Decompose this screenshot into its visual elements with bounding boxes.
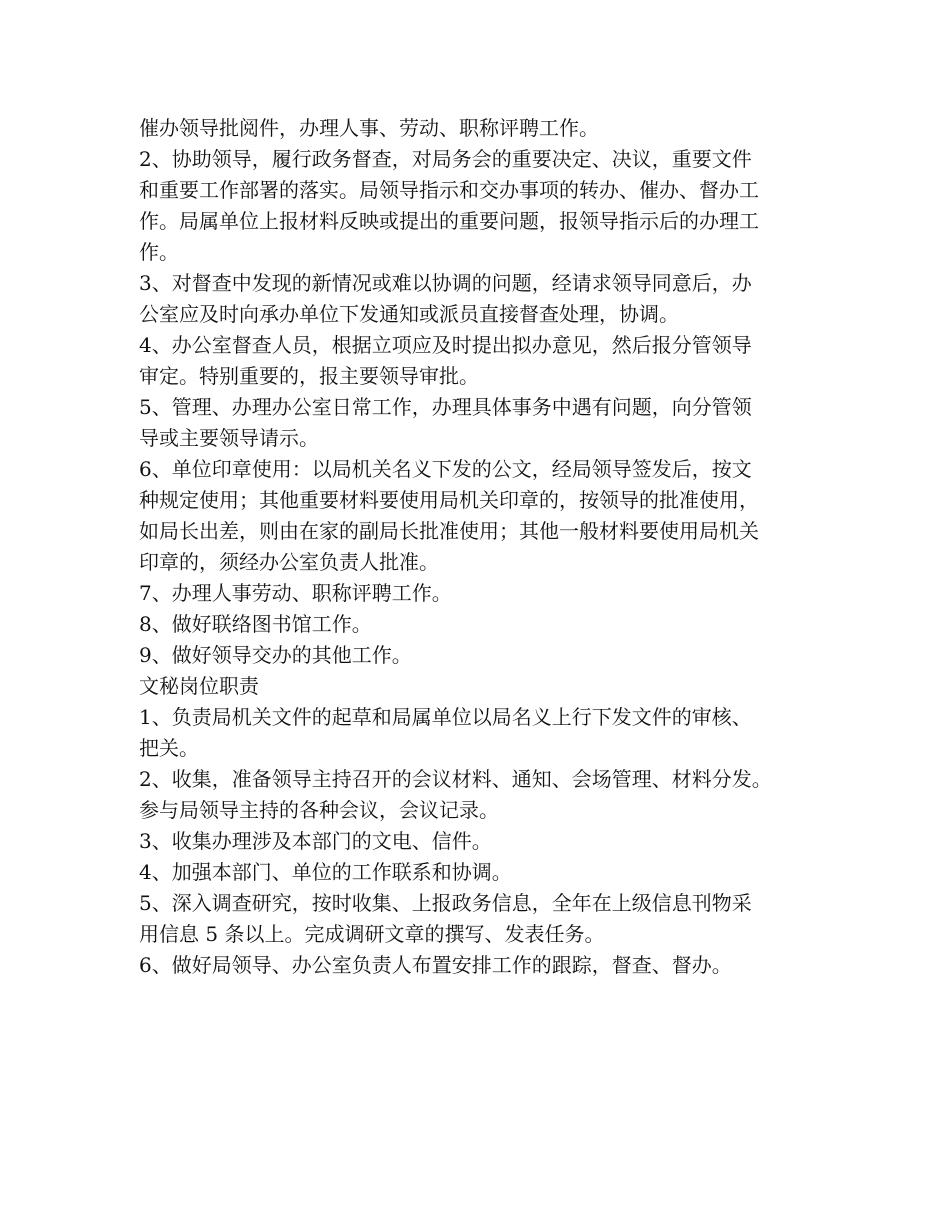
text-line: 作。局属单位上报材料反映或提出的重要问题，报领导指示后的办理工 — [139, 209, 759, 233]
text-line: 种规定使用；其他重要材料要使用局机关印章的，按领导的批准使用， — [139, 488, 759, 512]
text-line: 5、深入调查研究，按时收集、上报政务信息，全年在上级信息刊物采 — [139, 891, 752, 915]
text-line: 1、负责局机关文件的起草和局属单位以局名义上行下发文件的审核、 — [139, 705, 752, 729]
text-line: 3、对督查中发现的新情况或难以协调的问题，经请求领导同意后，办 — [139, 271, 752, 295]
text-line: 6、单位印章使用：以局机关名义下发的公文，经局领导签发后，按文 — [139, 457, 752, 481]
text-line: 催办领导批阅件，办理人事、劳动、职称评聘工作。 — [139, 116, 599, 140]
text-line: 用信息 5 条以上。完成调研文章的撰写、发表任务。 — [139, 922, 605, 946]
text-line: 4、办公室督查人员，根据立项应及时提出拟办意见，然后报分管领导 — [139, 333, 752, 357]
text-line: 4、加强本部门、单位的工作联系和协调。 — [139, 860, 512, 884]
text-line: 如局长出差，则由在家的副局长批准使用；其他一般材料要使用局机关 — [139, 519, 759, 543]
text-line: 6、做好局领导、办公室负责人布置安排工作的跟踪，督查、督办。 — [139, 953, 732, 977]
text-line: 8、做好联络图书馆工作。 — [139, 612, 372, 636]
text-line: 参与局领导主持的各种会议，会议记录。 — [139, 798, 499, 822]
section-heading: 文秘岗位职责 — [139, 674, 259, 698]
text-line: 把关。 — [139, 736, 199, 760]
text-line: 9、做好领导交办的其他工作。 — [139, 643, 412, 667]
text-line: 2、收集，准备领导主持召开的会议材料、通知、会场管理、材料分发。 — [139, 767, 772, 791]
text-line: 3、收集办理涉及本部门的文电、信件。 — [139, 829, 492, 853]
text-line: 导或主要领导请示。 — [139, 426, 319, 450]
text-line: 印章的，须经办公室负责人批准。 — [139, 550, 439, 574]
text-line: 2、协助领导，履行政务督查，对局务会的重要决定、决议，重要文件 — [139, 147, 752, 171]
text-line: 5、管理、办理办公室日常工作，办理具体事务中遇有问题，向分管领 — [139, 395, 752, 419]
text-line: 作。 — [139, 240, 179, 264]
text-line: 和重要工作部署的落实。局领导指示和交办事项的转办、催办、督办工 — [139, 178, 759, 202]
text-line: 审定。特别重要的，报主要领导审批。 — [139, 364, 479, 388]
document-body — [139, 113, 839, 981]
text-line: 7、办理人事劳动、职称评聘工作。 — [139, 581, 452, 605]
text-line: 公室应及时向承办单位下发通知或派员直接督查处理，协调。 — [139, 302, 679, 326]
